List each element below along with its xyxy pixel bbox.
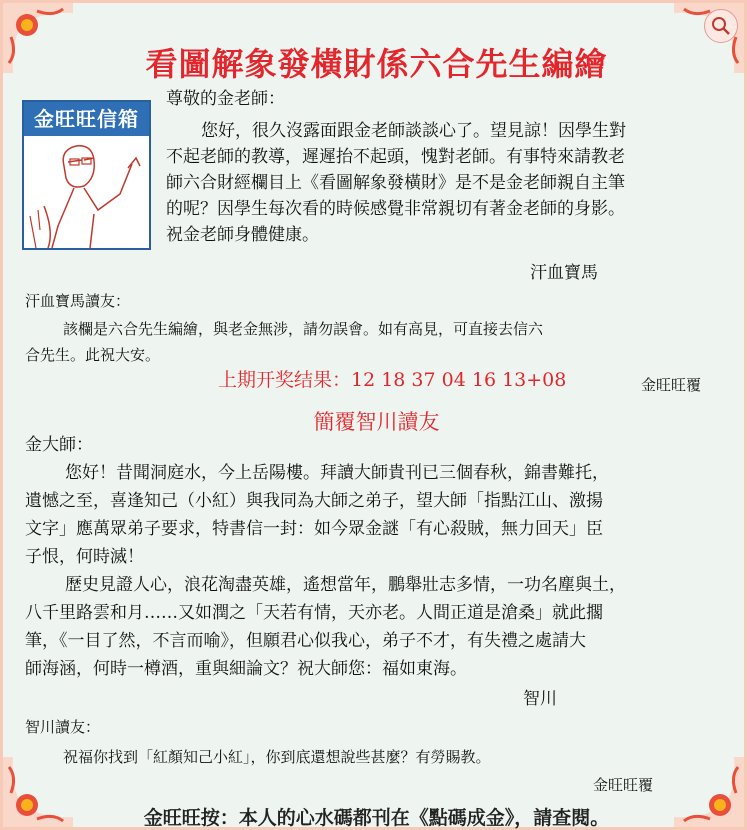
letter2-salutation: 金大師： (25, 435, 93, 455)
logo-label: 金旺旺信箱 (24, 102, 149, 136)
letter2-line: 您好！昔聞洞庭水，今上岳陽樓。拜讀大師貴刊已三個春秋，錦書難托， (65, 463, 609, 483)
letter1-signature: 汗血寶馬 (530, 263, 598, 283)
reply1-line: 合先生。此祝大安。 (25, 346, 161, 364)
reply1-line: 該欄是六合先生編繪，與老金無涉，請勿誤會。如有高見，可直接去信六 (63, 320, 544, 338)
zoom-icon[interactable] (704, 9, 738, 43)
letter2-line: 子恨，何時滅！ (25, 547, 144, 567)
lottery-results: 上期开奖结果：12 18 37 04 16 13+08 (218, 369, 567, 391)
letter2-line: 文字」應萬眾弟子要求，特書信一封：如今眾金謎「有心殺賊，無力回天」臣 (25, 519, 603, 539)
reply2-salutation: 智川讀友： (25, 718, 101, 736)
teacher-illustration (24, 136, 149, 248)
letter2-line: 歷史見證人心，浪花淘盡英雄，遙想當年，鵬舉壯志多情，一功名塵與土， (65, 575, 626, 595)
reply2-signature: 金旺旺覆 (593, 776, 654, 794)
section-subhead: 簡覆智川讀友 (313, 410, 440, 434)
reply2-line: 祝福你找到「紅顏知己小紅」，你到底還想說些甚麼？有勞賜教。 (63, 748, 491, 766)
letter1-salutation: 尊敬的金老師： (166, 89, 285, 109)
letter2-line: 筆，《一目了然，不言而喻》，但願君心似我心，弟子不才，有失禮之處請大 (25, 631, 586, 651)
mailbox-logo (22, 100, 151, 250)
reply1-salutation: 汗血寶馬讀友： (25, 292, 131, 310)
reply1-signature: 金旺旺覆 (641, 376, 702, 394)
letter2-signature: 智川 (523, 689, 557, 709)
letter1-line: 的呢？因學生每次看的時候感覺非常親切有著金老師的身影。 (166, 199, 625, 219)
letter2-line: 師海涵，何時一樽酒，重與細論文？祝大師您：福如東海。 (25, 659, 467, 679)
letter2-line: 遺憾之至，喜逢知己（小紅）與我同為大師之弟子，望大師「指點江山、激揚 (25, 491, 603, 511)
letter2-line: 八千里路雲和月……又如潤之「天若有情，天亦老。人間正道是滄桑」就此擱 (25, 603, 603, 623)
letter1-line: 不起老師的教導，遲遲抬不起頭，愧對老師。有事特來請教老 (166, 147, 625, 167)
letter1-line: 師六合財經欄目上《看圖解象發橫財》是不是金老師親自主筆 (166, 173, 625, 193)
footer-note: 金旺旺按：本人的心水碼都刊在《點碼成金》，請查閱。 (143, 807, 610, 829)
letter1-line: 您好，很久沒露面跟金老師談談心了。望見諒！因學生對 (201, 121, 626, 141)
letter1-line: 祝金老師身體健康。 (166, 225, 319, 245)
page-title: 看圖解象發橫財係六合先生編繪 (145, 45, 608, 83)
